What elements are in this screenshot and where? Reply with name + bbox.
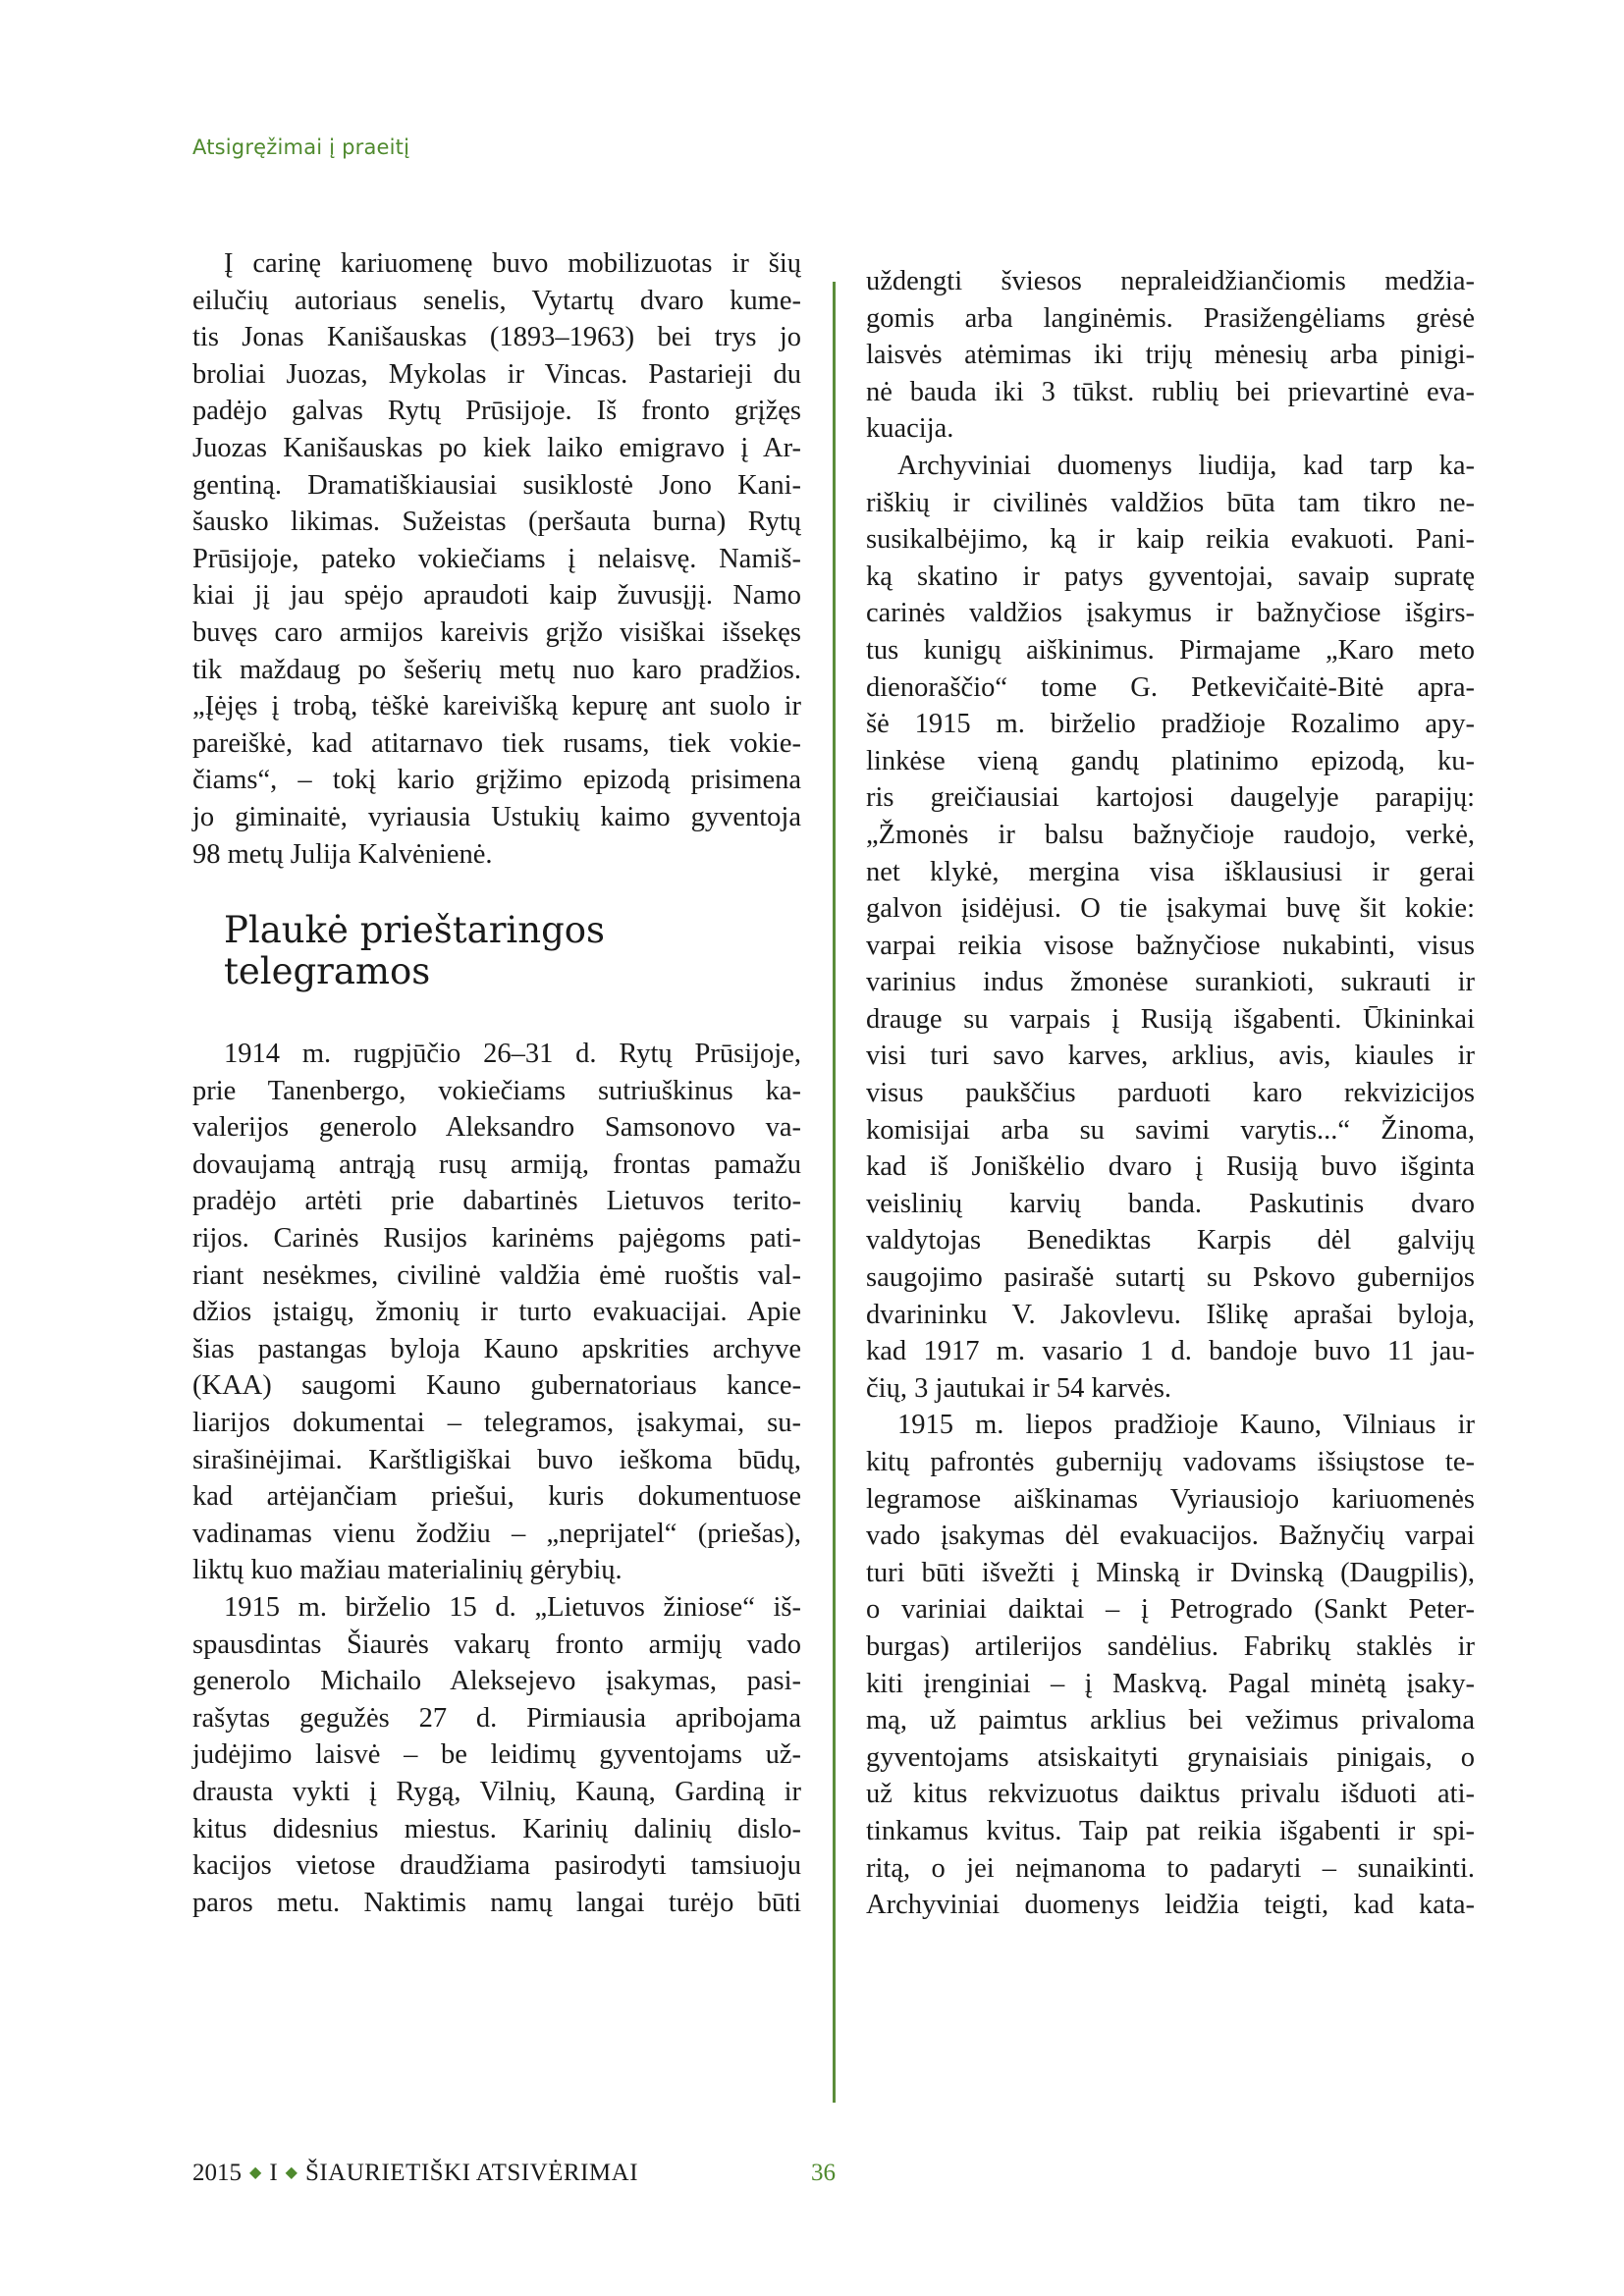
text-line: „Žmonės ir balsu bažnyčioje raudojo, verkė, [866, 819, 1475, 850]
text-line: saugojimo pasirašė sutartį su Pskovo gubernijos [866, 1262, 1475, 1294]
text-line: uždengti šviesos nepraleidžiančiomis medžia- [866, 266, 1475, 296]
diamond-icon: ◆ [285, 2164, 298, 2181]
text-line: o variniai daiktai – į Petrogrado (Sankt Peter- [866, 1594, 1475, 1626]
diamond-icon: ◆ [249, 2164, 262, 2181]
footer-year: 2015 [192, 2160, 242, 2186]
text-line: carinės valdžios įsakymus ir bažnyčiose išgirs- [866, 598, 1475, 629]
text-line: susikalbėjimo, ką ir kaip reikia evakuoti. Pani- [866, 524, 1475, 556]
text-line: visus paukščius parduoti karo rekvizicijos [866, 1078, 1475, 1109]
text-line: kad 1917 m. vasario 1 d. bandoje buvo 11 jau- [866, 1336, 1475, 1367]
text-line: buvęs caro armijos kareivis grįžo visiškai išsekęs [192, 616, 801, 648]
text-line: komisijai arba su savimi varytis...“ Žinoma, [866, 1114, 1475, 1146]
left-column [192, 245, 801, 1921]
text-line: tis Jonas Kanišauskas (1893–1963) bei trys jo [192, 322, 801, 353]
text-line: nė bauda iki 3 tūkst. rublių bei prievartinė eva- [866, 376, 1475, 407]
text-line: vado įsakymas dėl evakuacijos. Bažnyčių varpai [866, 1521, 1475, 1552]
text-line: kuacija. [866, 413, 954, 445]
text-line: jo giminaitė, vyriausia Ustukių kaimo gyventoja [192, 801, 801, 832]
text-line: tinkamus kvitus. Taip pat reikia išgabenti ir spi- [866, 1815, 1475, 1846]
text-line: dvarininku V. Jakovlevu. Išlikę aprašai byloja, [866, 1299, 1475, 1330]
text-line: čių, 3 jautukai ir 54 karvės. [866, 1372, 1172, 1404]
paragraph [192, 1036, 801, 1589]
text-line: tik maždaug po šešerių metų nuo karo pradžios. [192, 654, 801, 685]
text-line: varpai reikia visose bažnyčiose nukabinti, visus [866, 930, 1475, 961]
text-line: ris greičiausiai kartojosi daugelyje parapijų: [866, 782, 1475, 814]
text-line: ką skatino ir patys gyventojai, savaip supratę [866, 561, 1475, 592]
text-line: drausta vykti į Rygą, Vilnių, Kauną, Gardiną ir [192, 1776, 801, 1807]
text-line: kad artėjančiam priešui, kuris dokumentuose [192, 1481, 801, 1513]
text-line: Archyviniai duomenys liudija, kad tarp ka- [897, 450, 1475, 481]
text-line: riškių ir civilinės valdžios būta tam tikro ne- [866, 487, 1475, 518]
text-line: judėjimo laisvė – be leidimų gyventojams už- [192, 1739, 801, 1771]
text-line: veislinių karvių banda. Paskutinis dvaro [866, 1188, 1475, 1219]
text-line: broliai Juozas, Mykolas ir Vincas. Pastarieji du [192, 358, 801, 390]
text-line: legramose aiškinamas Vyriausiojo kariuomenės [866, 1483, 1475, 1515]
text-line: šausko likimas. Sužeistas (peršauta burna) Rytų [192, 507, 801, 538]
text-line: už kitus rekvizuotus daiktus privalu išduoti ati- [866, 1779, 1475, 1810]
text-line: kitus didesnius miestus. Karinių dalinių dislo- [192, 1813, 801, 1844]
text-line: Į carinę kariuomenę buvo mobilizuotas ir šių [224, 248, 801, 279]
text-line: rijos. Carinės Rusijos karinėms pajėgoms pati- [192, 1223, 801, 1255]
text-line: rašytas gegužės 27 d. Pirmiausia apribojama [192, 1702, 801, 1734]
text-line: gomis arba langinėmis. Prasižengėliams grėsė [866, 302, 1475, 334]
paragraph [866, 263, 1475, 448]
text-line: linkėse vieną gandų platinimo epizodą, ku- [866, 745, 1475, 776]
text-line: drauge su varpais į Rusiją išgabenti. Ūkininkai [866, 1003, 1475, 1035]
text-line: generolo Michailo Aleksejevo įsakymas, pasi- [192, 1666, 801, 1697]
text-line: eilučių autoriaus senelis, Vytartų dvaro kume- [192, 285, 801, 316]
page-number: 36 [811, 2160, 836, 2186]
text-line: 1915 m. liepos pradžioje Kauno, Vilniaus ir [897, 1410, 1475, 1441]
column-divider [833, 282, 836, 2103]
text-line: dovaujamą antrąją rusų armiją, frontas pamažu [192, 1148, 801, 1180]
text-line: laisvės atėmimas iki trijų mėnesių arba pinigi- [866, 340, 1475, 371]
text-line: Juozas Kanišauskas po kiek laiko emigravo į Ar- [192, 432, 801, 463]
text-line: „Įėjęs į trobą, tėškė kareivišką kepurę ant suolo ir [192, 691, 801, 722]
text-line: 1914 m. rugpjūčio 26–31 d. Rytų Prūsijoje, [224, 1039, 801, 1070]
text-line: liktų kuo mažiau materialinių gėrybių. [192, 1555, 623, 1586]
text-line: spausdintas Šiaurės vakarų fronto armijų vado [192, 1629, 801, 1660]
text-line: gentiną. Dramatiškiausiai susiklostė Jono Kani- [192, 469, 801, 501]
text-line: vadinamas vienu žodžiu – „neprijatel“ (priešas), [192, 1518, 801, 1549]
text-line: turi būti išvežti į Minską ir Dvinską (Daugpilis), [866, 1557, 1475, 1588]
page-footer [192, 2160, 836, 2187]
footer-issue: I [269, 2160, 278, 2186]
text-line: gyventojams atsiskaityti grynaisiais pinigais, o [866, 1741, 1475, 1773]
text-line: liarijos dokumentai – telegramos, įsakymai, su- [192, 1408, 801, 1439]
text-line: Archyviniai duomenys leidžia teigti, kad kata- [866, 1890, 1475, 1921]
paragraph [866, 1407, 1475, 1923]
section-heading-line: Plaukė prieštaringos [224, 909, 606, 952]
text-line: kad iš Joniškėlio dvaro į Rusiją buvo išginta [866, 1151, 1475, 1183]
paragraph [192, 1589, 801, 1921]
paragraph [866, 448, 1475, 1407]
text-line: paros metu. Naktimis namų langai turėjo būti [192, 1887, 801, 1918]
text-line: visi turi savo karves, arklius, avis, kiaules ir [866, 1041, 1475, 1072]
text-line: džios įstaigų, žmonių ir turto evakuacijai. Apie [192, 1297, 801, 1328]
text-line: valerijos generolo Aleksandro Samsonovo va- [192, 1112, 801, 1144]
text-line: tus kunigų aiškinimus. Pirmajame „Karo meto [866, 634, 1475, 666]
right-column [866, 263, 1475, 1924]
text-line: pareiškė, kad atitarnavo tiek rusams, tiek vokie- [192, 727, 801, 759]
paragraph [192, 245, 801, 873]
text-line: čiams“, – tokį kario grįžimo epizodą prisimena [192, 765, 801, 796]
text-line: riant nesėkmes, civilinė valdžia ėmė ruoštis val- [192, 1259, 801, 1291]
text-line: kiai jį jau spėjo apraudoti kaip žuvusįjį. Namo [192, 580, 801, 612]
text-line: net klykė, mergina visa išklausiusi ir gerai [866, 856, 1475, 887]
text-line: dienoraščio“ tome G. Petkevičaitė-Bitė apra- [866, 671, 1475, 703]
text-line: padėjo galvas Rytų Prūsijoje. Iš fronto grįžęs [192, 396, 801, 427]
text-line: mą, už paimtus arklius bei vežimus privaloma [866, 1705, 1475, 1736]
text-line: kiti įrenginiai – į Maskvą. Pagal minėtą įsaky- [866, 1668, 1475, 1699]
text-line: ritą, o jei neįmanoma to padaryti – sunaikinti. [866, 1852, 1475, 1884]
text-line: kacijos vietose draudžiama pasirodyti tamsiuoju [192, 1850, 801, 1882]
text-line: varinius indus žmonėse surankioti, sukrauti ir [866, 967, 1475, 998]
text-line: 1915 m. birželio 15 d. „Lietuvos žiniose“ iš- [224, 1592, 801, 1623]
text-line: prie Tanenbergo, vokiečiams sutriuškinus ka- [192, 1075, 801, 1106]
text-line: valdytojas Benediktas Karpis dėl galvijų [866, 1225, 1475, 1256]
running-head: Atsigręžimai į praeitį [192, 135, 410, 159]
section-heading [224, 910, 801, 992]
text-line: burgas) artilerijos sandėlius. Fabrikų staklės ir [866, 1630, 1475, 1662]
text-line: galvon įsidėjusi. O tie įsakymai buvę šit kokie: [866, 893, 1475, 925]
text-line: kitų pafrontės gubernijų vadovams išsiųstose te- [866, 1447, 1475, 1477]
text-line: šė 1915 m. birželio pradžioje Rozalimo apy- [866, 709, 1475, 740]
text-line: Prūsijoje, pateko vokiečiams į nelaisvę. Namiš- [192, 543, 801, 574]
text-line: šias pastangas byloja Kauno apskrities archyve [192, 1333, 801, 1364]
footer-magazine-title: ŠIAURIETIŠKI ATSIVĖRIMAI [304, 2160, 639, 2186]
text-line: (KAA) saugomi Kauno gubernatoriaus kance- [192, 1370, 801, 1402]
section-heading-line: telegramos [224, 950, 431, 993]
text-line: sirašinėjimai. Karštligiškai buvo ieškoma būdų, [192, 1444, 801, 1475]
text-line: 98 metų Julija Kalvėnienė. [192, 838, 493, 870]
text-line: pradėjo artėti prie dabartinės Lietuvos terito- [192, 1186, 801, 1217]
